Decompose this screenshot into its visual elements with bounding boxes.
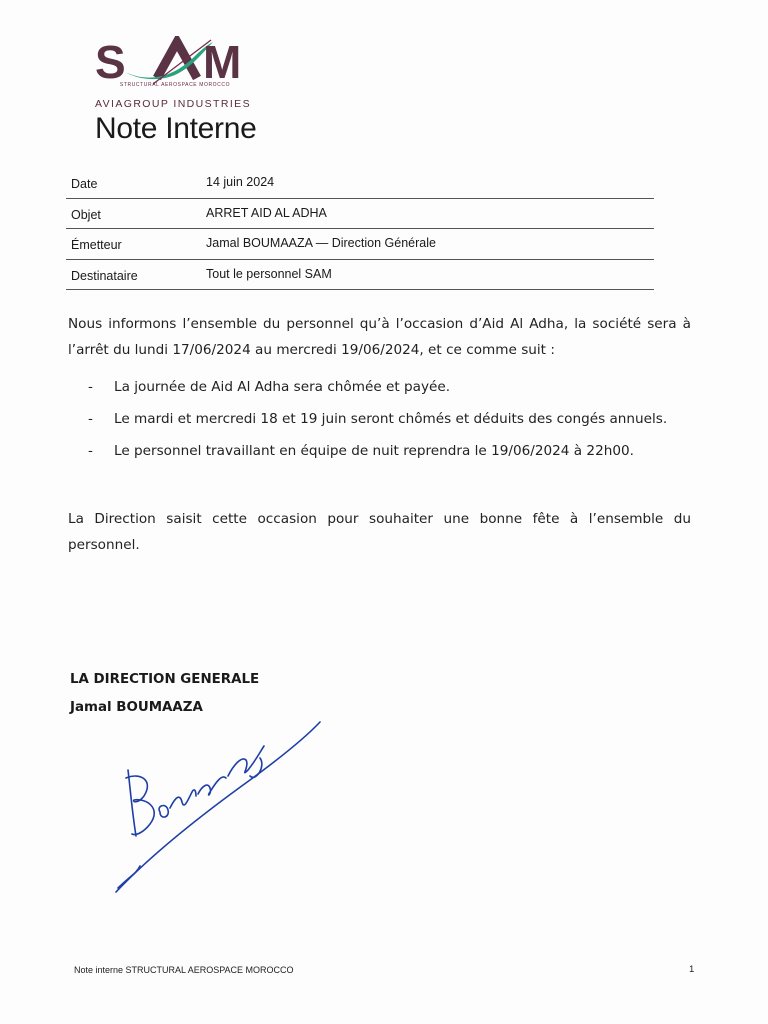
list-item	[88, 377, 708, 409]
bullet-marker: -	[88, 443, 93, 459]
closing-paragraph: La Direction saisit cette occasion pour souhaiter une bonne fête à l’ensemble du personnel.	[68, 511, 691, 553]
signatory-title: LA DIRECTION GENERALE	[70, 672, 260, 687]
meta-row-sender	[66, 229, 654, 260]
list-item	[88, 441, 708, 473]
handwritten-signature	[110, 716, 330, 896]
bullet-text: Le personnel travaillant en équipe de nuit reprendra le 19/06/2024 à 22h00.	[114, 443, 634, 459]
meta-value: ARRET AID AL ADHA	[206, 205, 327, 220]
signatory-name: Jamal BOUMAAZA	[70, 700, 203, 715]
meta-row-date	[66, 168, 654, 199]
document-title: Note Interne	[95, 112, 257, 145]
memo-header-table	[66, 168, 654, 290]
bullet-marker: -	[88, 379, 93, 395]
meta-label: Date	[71, 177, 98, 191]
meta-row-recipient	[66, 260, 654, 291]
page-number: 1	[689, 964, 695, 975]
svg-text:S: S	[95, 36, 126, 86]
bullet-list	[88, 377, 708, 473]
signature-block	[70, 672, 259, 715]
list-item	[88, 409, 708, 441]
intro-paragraph: Nous informons l’ensemble du personnel qu’à l’occasion d’Aid Al Adha, la société sera à l’arrêt du lundi 17/06/2024 au mercredi 19/06/2024, et ce comme suit :	[68, 316, 691, 358]
sam-logo-mark	[95, 36, 255, 86]
logo-tagline: STRUCTURAL AEROSPACE MOROCCO	[119, 82, 231, 88]
page-footer: Note interne STRUCTURAL AEROSPACE MOROCCO	[74, 965, 294, 975]
bullet-text: La journée de Aid Al Adha sera chômée et payée.	[114, 379, 451, 395]
meta-value: 14 juin 2024	[206, 175, 275, 189]
meta-label: Objet	[71, 207, 101, 222]
meta-row-subject	[66, 199, 654, 230]
meta-label: Émetteur	[71, 238, 122, 252]
meta-value: Jamal BOUMAAZA — Direction Générale	[206, 236, 436, 250]
meta-value: Tout le personnel SAM	[206, 266, 332, 281]
bullet-marker: -	[88, 411, 93, 427]
logo-group-name: AVIAGROUP INDUSTRIES	[95, 98, 251, 110]
svg-text:M: M	[203, 36, 242, 86]
bullet-text: Le mardi et mercredi 18 et 19 juin seront chômés et déduits des congés annuels.	[114, 411, 668, 427]
meta-label: Destinataire	[71, 268, 138, 283]
company-logo	[95, 36, 255, 114]
